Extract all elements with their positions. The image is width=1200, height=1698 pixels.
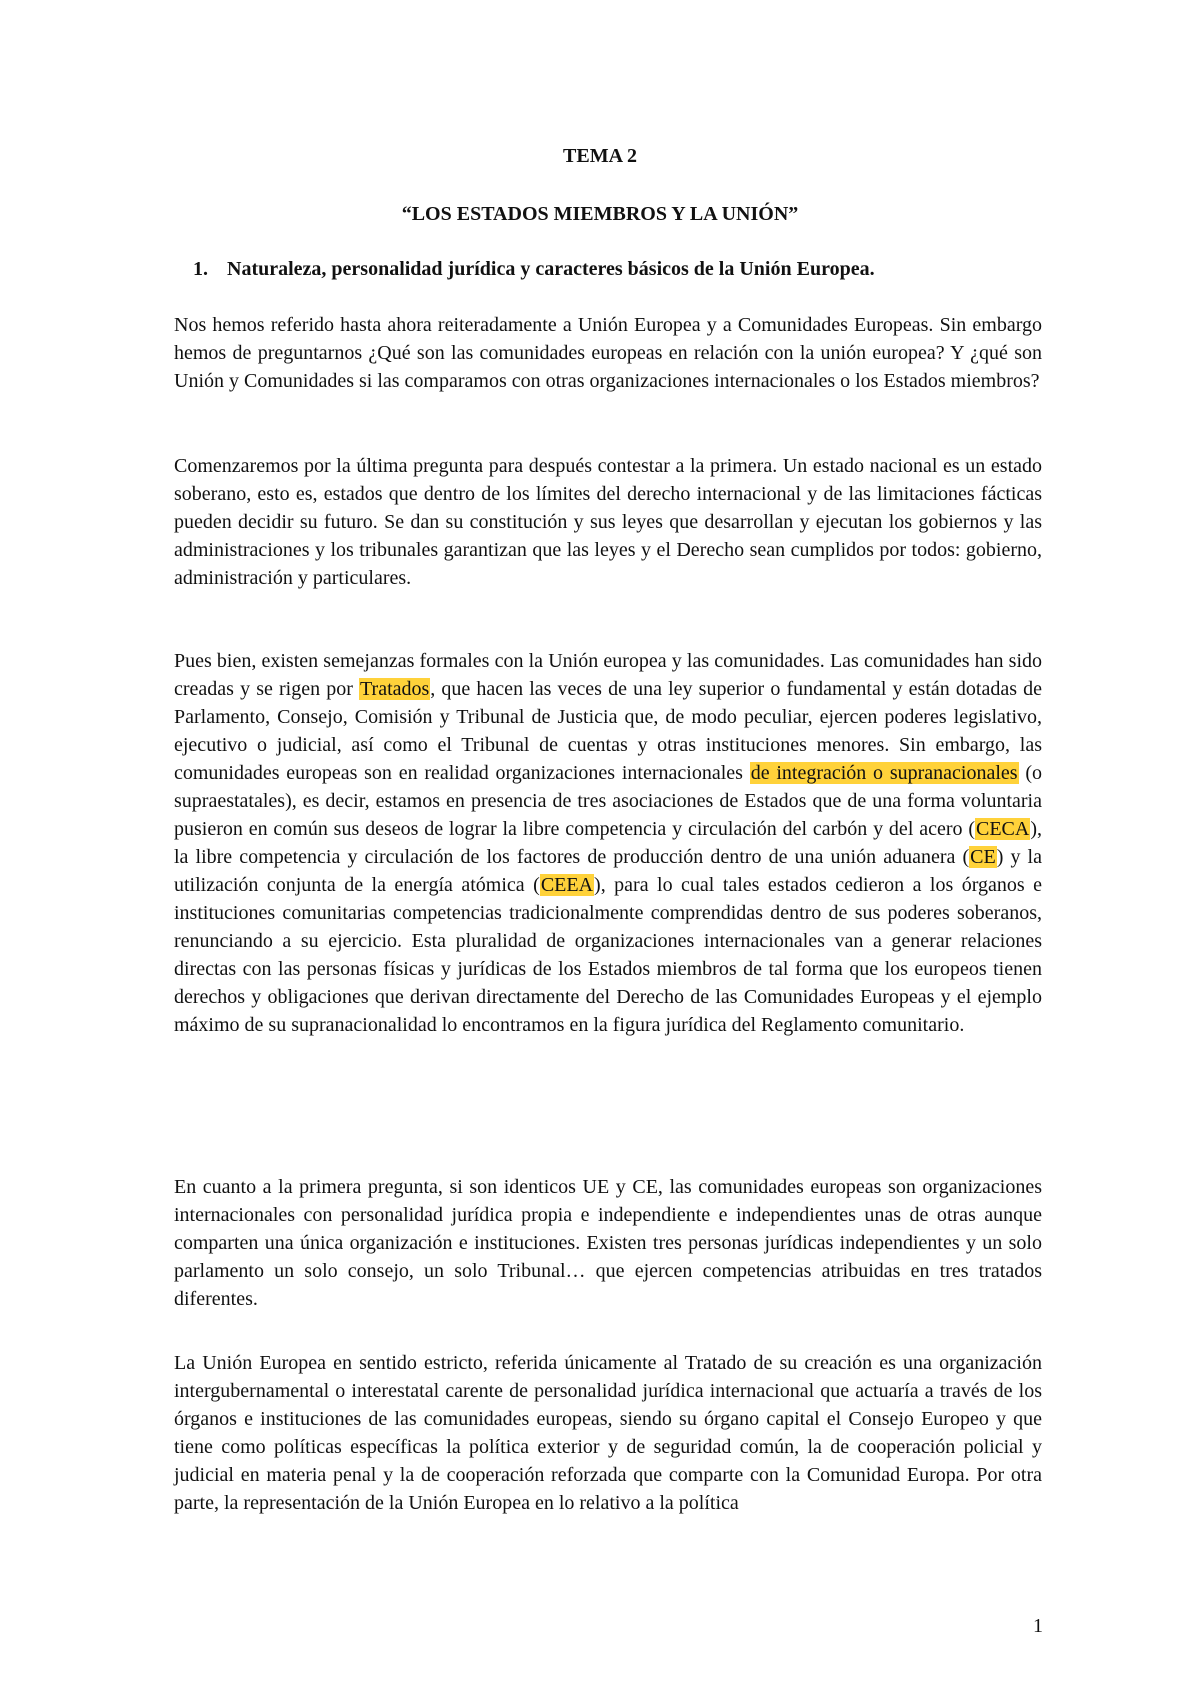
highlight-supranacionales: de integración o supranacionales <box>750 762 1018 784</box>
paragraph-3 <box>174 647 1042 1039</box>
paragraph-3-text: Pues bien, existen semejanzas formales con la Unión europea y las comunidades. Las comunidades han sido creadas y se rigen por <box>174 650 1042 700</box>
paragraph-2: Comenzaremos por la última pregunta para después contestar a la primera. Un estado nacional es un estado soberano, esto es, estados que dentro de los límites del derecho internacional y de las limitaciones fácticas pueden decidir su futuro. Se dan su constitución y sus leyes que desarrollan y ejecutan los gobiernos y las administraciones y los tribunales garantizan que las leyes y el Derecho sean cumplidos por todos: gobierno, administración y particulares. <box>174 455 1042 589</box>
document-title: TEMA 2 <box>563 145 637 167</box>
highlight-ceca: CECA <box>975 818 1030 840</box>
paragraph-3-text: ), para lo cual tales estados cedieron a los órganos e instituciones comunitarias competencias tradicionalmente comprendidas dentro de sus poderes soberanos, renunciando a su ejercicio. Esta pluralidad de organizaciones internacionales van a generar relaciones directas con las personas físicas y jurídicas de los Estados miembros de tal forma que los europeos tienen derechos y obligaciones que derivan directamente del Derecho de las Comunidades Europeas y el ejemplo máximo de su supranacionalidad lo encontramos en la figura jurídica del Reglamento comunitario. <box>174 874 1042 1036</box>
document-subtitle: “LOS ESTADOS MIEMBROS Y LA UNIÓN” <box>401 203 799 225</box>
highlight-ce: CE <box>970 846 996 868</box>
highlight-ceea: CEEA <box>540 874 594 896</box>
paragraph-3-text: , que hacen las veces de una ley superior o fundamental y están dotadas de Parlamento, Consejo, Comisión y Tribunal de Justicia que, de modo peculiar, ejercen poderes legislativo, ejecutivo o judicial, así como el Tribunal de cuentas y otras instituciones menores. Sin embargo, las comunidades europeas son en realidad organizaciones internacionales <box>174 678 1042 784</box>
section-heading-text: Naturaleza, personalidad jurídica y caracteres básicos de la Unión Europea. <box>227 258 875 280</box>
section-heading <box>193 258 1053 281</box>
paragraph-5: La Unión Europea en sentido estricto, referida únicamente al Tratado de su creación es una organización intergubernamental o interestatal carente de personalidad jurídica internacional que actuaría a través de los órganos e instituciones de las comunidades europeas, siendo su órgano capital el Consejo Europeo y que tiene como políticas específicas la política exterior y de seguridad común, la de cooperación policial y judicial en materia penal y la de cooperación reforzada que comparte con la Comunidad Europa. Por otra parte, la representación de la Unión Europea en lo relativo a la política <box>174 1352 1042 1514</box>
paragraph-1: Nos hemos referido hasta ahora reiteradamente a Unión Europea y a Comunidades Europeas. Sin embargo hemos de preguntarnos ¿Qué son las comunidades europeas en relación con la unión europea? Y ¿qué son Unión y Comunidades si las comparamos con otras organizaciones internacionales o los Estados miembros? <box>174 314 1042 392</box>
highlight-tratados: Tratados <box>360 678 430 700</box>
paragraph-3-text: ), la libre competencia y circulación de los factores de producción dentro de una unión aduanera ( <box>174 818 1042 868</box>
paragraph-3-text: ) y la utilización conjunta de la energía atómica ( <box>174 846 1042 896</box>
page-number: 1 <box>1033 1615 1043 1637</box>
paragraph-3-text: (o supraestatales), es decir, estamos en presencia de tres asociaciones de Estados que de una forma voluntaria pusieron en común sus deseos de lograr la libre competencia y circulación del carbón y del acero ( <box>174 762 1042 840</box>
section-number: 1. <box>193 258 208 280</box>
paragraph-4: En cuanto a la primera pregunta, si son identicos UE y CE, las comunidades europeas son organizaciones internacionales con personalidad jurídica propia e independiente e independientes unas de otras aunque comparten una única organización e instituciones. Existen tres personas jurídicas independientes y un solo parlamento un solo consejo, un solo Tribunal… que ejercen competencias atribuidas en tres tratados diferentes. <box>174 1176 1042 1310</box>
